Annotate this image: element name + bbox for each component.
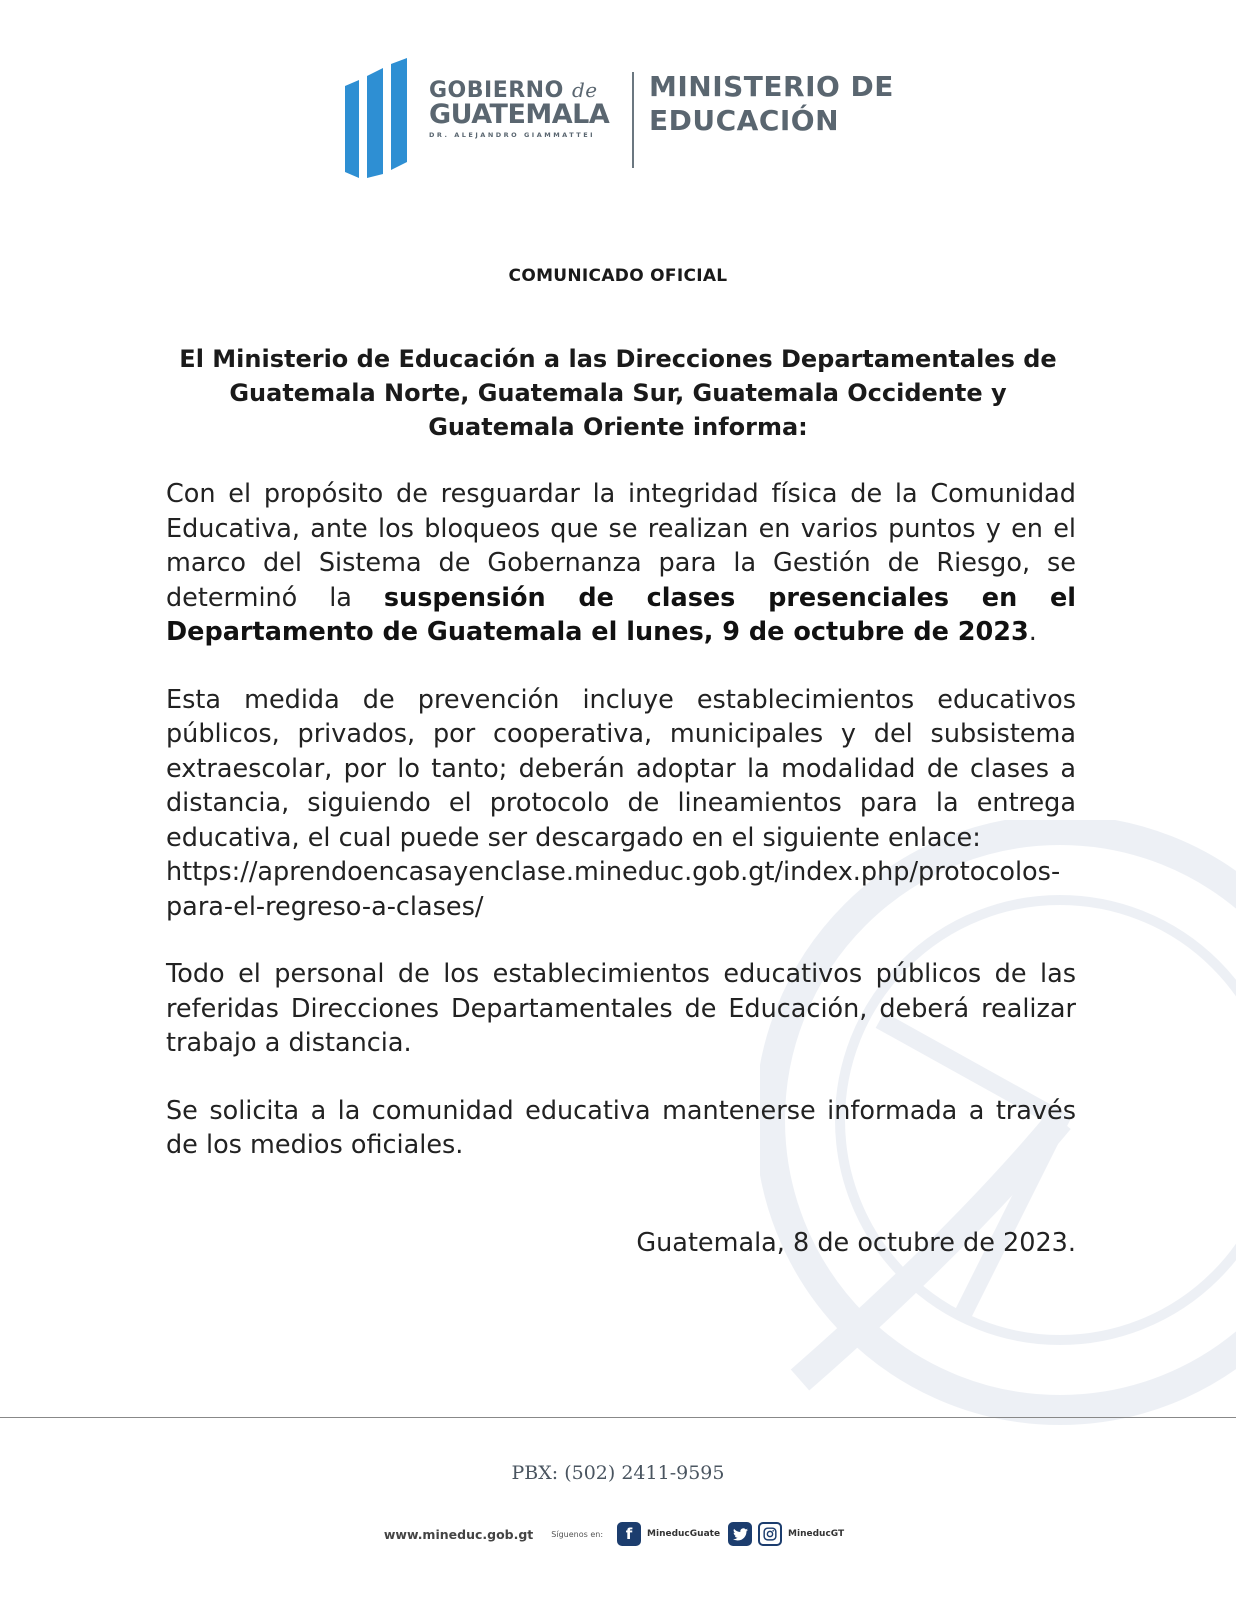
ministerio-line1: MINISTERIO DE [649,70,894,103]
instagram-handle[interactable]: MineducGT [788,1529,845,1539]
gobierno-stripes-logo [345,58,415,178]
header-divider [632,72,634,168]
p1-text: Con el propósito de resguardar la integridad física de la Comunidad Educativa, ante los bloqueos que se realizan en varios puntos y en el marco del Sistema de Gobernanza para la Gestión de Riesgo, se determinó la [166,479,1076,613]
p1-bold: suspensión de clases presenciales en el Departamento de Guatemala el lunes, 9 de octubre de 2023 [166,582,1076,647]
footer-siguenos: Síguenos en: [551,1529,604,1539]
p1-end: . [1028,617,1037,647]
ministerio-line2: EDUCACIÓN [649,104,840,137]
paragraph-1 [166,477,1076,650]
protocol-link[interactable]: https://aprendoencasayenclase.mineduc.gob.gt/index.php/protocolos-para-el-regreso-a-clases/ [166,857,1061,922]
gob-line3: DR. ALEJANDRO GIAMMATTEI [429,131,596,139]
document-label: COMUNICADO OFICIAL [508,266,728,286]
paragraph-4: Se solicita a la comunidad educativa mantenerse informada a través de los medios oficiales. [166,1095,1076,1160]
paragraph-3: Todo el personal de los establecimientos educativos públicos de las referidas Direcciones Departamentales de Educación, deberá realizar trabajo a distancia. [166,959,1076,1058]
gob-line2: GUATEMALA [429,99,610,130]
header-logos [345,50,905,180]
gobierno-guatemala-logo [429,78,609,139]
paragraph-2 [166,683,1076,925]
ministerio-logo [649,70,894,138]
twitter-icon[interactable] [728,1522,752,1546]
footer-social [0,1522,1236,1546]
footer-website[interactable]: www.mineduc.gob.gt [383,1526,534,1542]
gob-de: de [571,78,598,102]
document-date: Guatemala, 8 de octubre de 2023. [636,1228,1076,1258]
instagram-icon[interactable] [758,1522,782,1546]
gob-line1: GOBIERNO [429,78,564,103]
document-heading: El Ministerio de Educación a las Direcciones Departamentales de Guatemala Norte, Guatemala Sur, Guatemala Occidente y Guatemala Oriente informa: [179,345,1057,441]
footer-pbx: PBX: (502) 2411-9595 [511,1462,725,1484]
footer-divider [0,1417,1236,1418]
facebook-handle[interactable]: MineducGuate [647,1529,721,1539]
facebook-icon[interactable]: f [617,1522,641,1546]
p2-text: Esta medida de prevención incluye establecimientos educativos públicos, privados, por cooperativa, municipales y del subsistema extraescolar, por lo tanto; deberán adoptar la modalidad de clases a distancia, siguiendo el protocolo de lineamientos para la entrega educativa, el cual puede ser descargado en el siguiente enlace: [166,684,1076,853]
document-body [166,477,1076,1196]
